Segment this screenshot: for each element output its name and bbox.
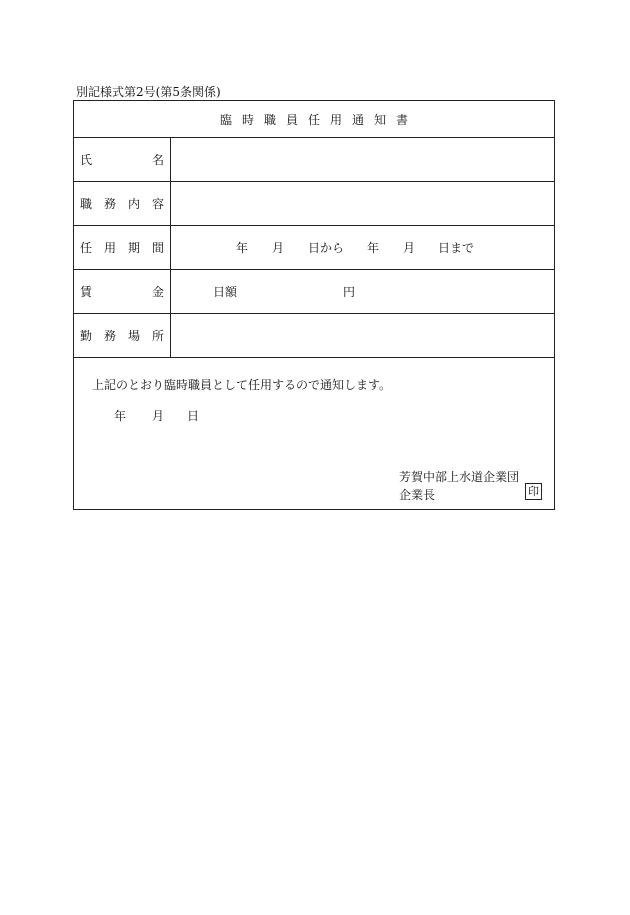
label-place bbox=[74, 314, 171, 357]
label-name bbox=[74, 138, 171, 181]
period-month-end: 月 bbox=[403, 241, 416, 255]
date-year: 年 bbox=[114, 409, 127, 423]
label-char: 職 bbox=[80, 197, 93, 211]
date-day: 日 bbox=[187, 409, 200, 423]
period-to: 日まで bbox=[438, 241, 475, 255]
field-wage[interactable] bbox=[171, 270, 554, 313]
label-char: 任 bbox=[80, 241, 93, 255]
label-char: 氏 bbox=[80, 153, 93, 167]
label-char: 務 bbox=[103, 329, 116, 343]
label-char: 勤 bbox=[80, 329, 93, 343]
wage-daily-label: 日額 bbox=[213, 285, 238, 299]
notice-message: 上記のとおり臨時職員として任用するので通知します。 bbox=[92, 378, 392, 392]
seal-mark: 印 bbox=[525, 483, 542, 500]
label-char: 名 bbox=[151, 153, 164, 167]
issuer-position: 企業長 bbox=[399, 488, 436, 502]
notice-section bbox=[74, 358, 554, 510]
label-char: 務 bbox=[103, 197, 116, 211]
label-char: 用 bbox=[103, 241, 116, 255]
date-month: 月 bbox=[152, 409, 165, 423]
label-char: 場 bbox=[127, 329, 140, 343]
issuer-organization: 芳賀中部上水道企業団 bbox=[399, 470, 520, 484]
notice-form bbox=[73, 100, 555, 510]
period-year-start: 年 bbox=[236, 241, 249, 255]
form-number-caption: 別記様式第2号(第5条関係) bbox=[76, 85, 221, 99]
field-period[interactable] bbox=[171, 226, 554, 269]
field-name[interactable] bbox=[171, 138, 554, 181]
label-char: 所 bbox=[151, 329, 164, 343]
row-place bbox=[74, 314, 554, 358]
label-period bbox=[74, 226, 171, 269]
row-period bbox=[74, 226, 554, 270]
label-char: 容 bbox=[151, 197, 164, 211]
form-title bbox=[74, 101, 554, 138]
period-from: 日から bbox=[308, 241, 345, 255]
label-char: 賃 bbox=[80, 285, 93, 299]
label-char: 内 bbox=[127, 197, 140, 211]
row-name bbox=[74, 138, 554, 182]
label-char: 金 bbox=[151, 285, 164, 299]
wage-yen-unit: 円 bbox=[343, 285, 356, 299]
field-duties[interactable] bbox=[171, 182, 554, 225]
period-month-start: 月 bbox=[272, 241, 285, 255]
label-char: 期 bbox=[127, 241, 140, 255]
label-wage bbox=[74, 270, 171, 313]
label-char: 間 bbox=[151, 241, 164, 255]
row-duties bbox=[74, 182, 554, 226]
period-year-end: 年 bbox=[367, 241, 380, 255]
form-title-text: 臨時職員任用通知書 bbox=[219, 112, 418, 127]
field-place[interactable] bbox=[171, 314, 554, 357]
label-duties bbox=[74, 182, 171, 225]
row-wage bbox=[74, 270, 554, 314]
